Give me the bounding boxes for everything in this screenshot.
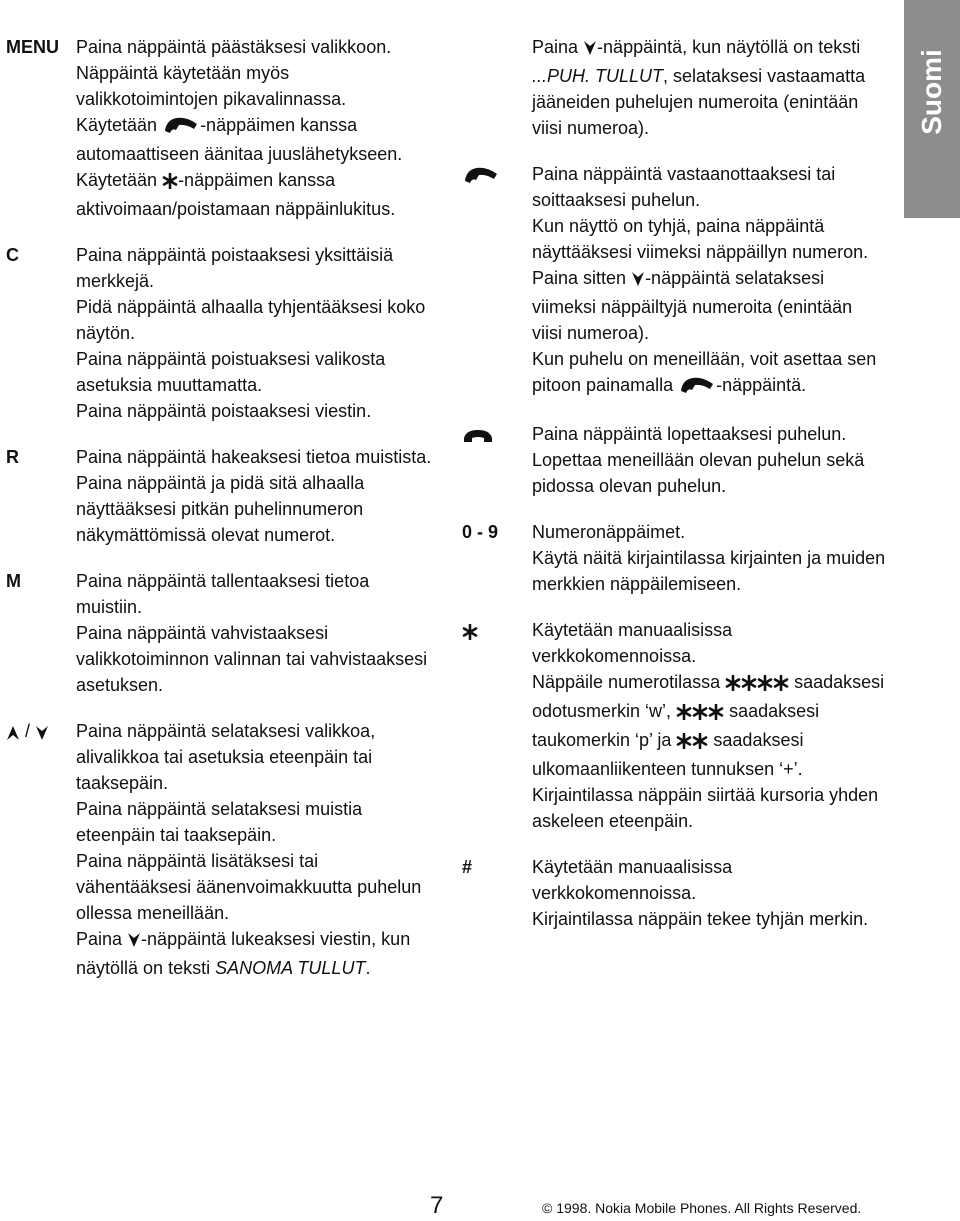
description-text: Paina näppäintä poistaaksesi viestin. [76, 401, 372, 421]
description-text: Kirjaintilassa näppäin siirtää kursoria yhden askeleen eteenpäin. [532, 785, 879, 831]
key-description [532, 519, 887, 597]
key-description-entry [6, 568, 436, 698]
key-description-entry [6, 242, 436, 424]
key-description [76, 34, 436, 222]
description-paragraph [76, 848, 436, 926]
key-description [532, 421, 887, 499]
key-text: # [462, 857, 473, 877]
description-paragraph [532, 545, 887, 597]
asterisk-icon [676, 730, 692, 756]
description-text: . [365, 958, 371, 978]
key-description-entry [462, 34, 887, 141]
description-text: Paina näppäintä poistuaksesi valikosta asetuksia muuttamatta. [76, 349, 386, 395]
key-text: 0 - 9 [462, 522, 499, 542]
description-paragraph [76, 796, 436, 848]
description-text: Käytetään manuaalisissa verkkokomennoissa. [532, 857, 733, 903]
key-label [6, 242, 76, 424]
asterisk-icon [708, 701, 724, 727]
right-column [462, 34, 887, 952]
description-paragraph [532, 854, 887, 906]
description-text: Paina [532, 37, 584, 57]
description-text: Näppäintä käytetään myös valikkotoimintojen pikavalinnassa. [76, 63, 347, 109]
arrow-down-icon [631, 268, 645, 294]
description-paragraph [532, 213, 887, 346]
key-description [76, 242, 436, 424]
description-text: -näppäimen kanssa automaattiseen äänitaa juuslähetykseen. [76, 115, 403, 164]
description-text: saadaksesi ulkomaanliikenteen tunnuksen ‘+’. [532, 730, 804, 779]
description-text: Käytetään [76, 170, 163, 190]
description-paragraph [532, 34, 887, 141]
key-label [462, 421, 532, 499]
description-paragraph [76, 242, 436, 294]
description-paragraph [76, 34, 436, 60]
key-description [76, 444, 436, 548]
asterisk-icon [162, 170, 178, 196]
key-description [76, 568, 436, 698]
description-paragraph [76, 60, 436, 112]
key-label [6, 718, 76, 981]
description-paragraph [532, 447, 887, 499]
phone-handset-icon [162, 115, 200, 141]
display-text: SANOMA TULLUT [215, 958, 366, 978]
description-paragraph [76, 568, 436, 620]
description-paragraph [532, 519, 887, 545]
key-description-entry [462, 421, 887, 499]
description-paragraph [532, 617, 887, 669]
key-label [462, 854, 532, 932]
key-text: MENU [6, 37, 59, 57]
description-text: Paina näppäintä vahvistaaksesi valikkotoiminnon valinnan tai vahvistaaksesi asetuksen. [76, 623, 428, 695]
arrow-down-icon [35, 722, 49, 749]
key-label [462, 161, 532, 401]
key-description [532, 854, 887, 932]
description-text: saadaksesi taukomerkin ‘p’ ja [532, 701, 820, 750]
key-description-entry [462, 161, 887, 401]
arrow-down-icon [127, 929, 141, 955]
display-text: ...PUH. TULLUT [532, 66, 664, 86]
description-paragraph [76, 620, 436, 698]
description-text: -näppäintä lukeaksesi viestin, kun näytöllä on teksti [76, 929, 411, 978]
key-description [532, 161, 887, 401]
description-paragraph [76, 167, 436, 222]
description-text: Numeronäppäimet. [532, 522, 686, 542]
description-text: Pidä näppäintä alhaalla tyhjentääksesi koko näytön. [76, 297, 426, 343]
description-text: Paina näppäintä ja pidä sitä alhaalla näyttääksesi pitkän puhelinnumeron näkymättömissä olevat numerot. [76, 473, 365, 545]
phone-handset-icon [678, 375, 716, 401]
copyright-notice: © 1998. Nokia Mobile Phones. All Rights Reserved. [542, 1200, 862, 1216]
key-description-entry [462, 617, 887, 834]
asterisk-icon [757, 672, 773, 698]
left-column [6, 34, 436, 1001]
description-text: Paina näppäintä hakeaksesi tietoa muistista. [76, 447, 432, 467]
asterisk-icon [692, 730, 708, 756]
asterisk-icon [773, 672, 789, 698]
description-paragraph [532, 161, 887, 213]
key-description-entry [462, 519, 887, 597]
description-text: Käytetään [76, 115, 163, 135]
asterisk-icon [741, 672, 757, 698]
description-paragraph [76, 926, 436, 981]
key-text: M [6, 571, 21, 591]
language-tab [904, 0, 960, 218]
description-text: Näppäile numerotilassa [532, 672, 726, 692]
key-description [532, 34, 887, 141]
arrow-down-icon [583, 37, 597, 63]
key-description [76, 718, 436, 981]
description-paragraph [76, 470, 436, 548]
description-text: Paina näppäintä vastaanottaaksesi tai soittaaksesi puhelun. [532, 164, 836, 210]
key-label [6, 34, 76, 222]
language-tab-label: Suomi [916, 49, 947, 135]
key-label [462, 617, 532, 834]
description-text: Paina näppäintä tallentaaksesi tietoa muistiin. [76, 571, 370, 617]
description-text: -näppäintä, kun näytöllä on teksti [597, 37, 861, 57]
key-description-entry [462, 854, 887, 932]
description-paragraph [532, 906, 887, 932]
description-text: Kirjaintilassa näppäin tekee tyhjän merkin. [532, 909, 869, 929]
description-text: Paina näppäintä päästäksesi valikkoon. [76, 37, 392, 57]
description-text: Paina näppäintä selataksesi muistia eteenpäin tai taaksepäin. [76, 799, 363, 845]
description-text: Paina näppäintä poistaaksesi yksittäisiä merkkejä. [76, 245, 394, 291]
description-text: Paina [76, 929, 128, 949]
key-description-entry [6, 34, 436, 222]
key-text: R [6, 447, 19, 467]
description-text: -näppäintä. [716, 375, 807, 395]
description-text: Kun näyttö on tyhjä, paina näppäintä näyttääksesi viimeksi näppäillyn numeron. Paina sitten [532, 216, 869, 288]
description-paragraph [532, 421, 887, 447]
arrow-up-icon [6, 722, 20, 749]
description-paragraph [532, 669, 887, 782]
description-paragraph [76, 444, 436, 470]
end-call-icon [462, 425, 494, 452]
asterisk-icon [725, 672, 741, 698]
key-text: C [6, 245, 19, 265]
description-text: Paina näppäintä lopettaaksesi puhelun. [532, 424, 847, 444]
description-text: saadaksesi odotusmerkin ‘w’, [532, 672, 885, 721]
description-text: , selataksesi vastaamatta jääneiden puhelujen numeroita (enintään viisi numeroa). [532, 66, 866, 138]
description-paragraph [76, 112, 436, 167]
description-text: Paina näppäintä selataksesi valikkoa, alivalikkoa tai asetuksia eteenpäin tai taaksepäin. [76, 721, 376, 793]
description-text: -näppäintä selataksesi viimeksi näppäiltyjä numeroita (enintään viisi numeroa). [532, 268, 853, 343]
description-paragraph [76, 398, 436, 424]
description-text: Lopettaa meneillään olevan puhelun sekä pidossa olevan puhelun. [532, 450, 865, 496]
description-paragraph [76, 294, 436, 346]
key-label [462, 519, 532, 597]
asterisk-icon [692, 701, 708, 727]
key-label [6, 444, 76, 548]
phone-handset-icon [462, 165, 500, 192]
key-label [462, 34, 532, 141]
description-text: -näppäimen kanssa aktivoimaan/poistamaan näppäinlukitus. [76, 170, 396, 219]
asterisk-icon [462, 621, 478, 648]
key-description [532, 617, 887, 834]
key-label [6, 568, 76, 698]
description-paragraph [76, 718, 436, 796]
description-paragraph [76, 346, 436, 398]
description-paragraph [532, 782, 887, 834]
asterisk-icon [676, 701, 692, 727]
description-text: Käytetään manuaalisissa verkkokomennoissa. [532, 620, 733, 666]
description-text: Käytä näitä kirjaintilassa kirjainten ja muiden merkkien näppäilemiseen. [532, 548, 886, 594]
description-text: Paina näppäintä lisätäksesi tai vähentääksesi äänenvoimakkuutta puhelun ollessa meneillään. [76, 851, 422, 923]
key-description-entry [6, 444, 436, 548]
key-separator: / [20, 721, 36, 741]
description-paragraph [532, 346, 887, 401]
page-number: 7 [430, 1192, 444, 1219]
description-text: Kun puhelu on meneillään, voit asettaa sen pitoon painamalla [532, 349, 877, 395]
key-description-entry [6, 718, 436, 981]
